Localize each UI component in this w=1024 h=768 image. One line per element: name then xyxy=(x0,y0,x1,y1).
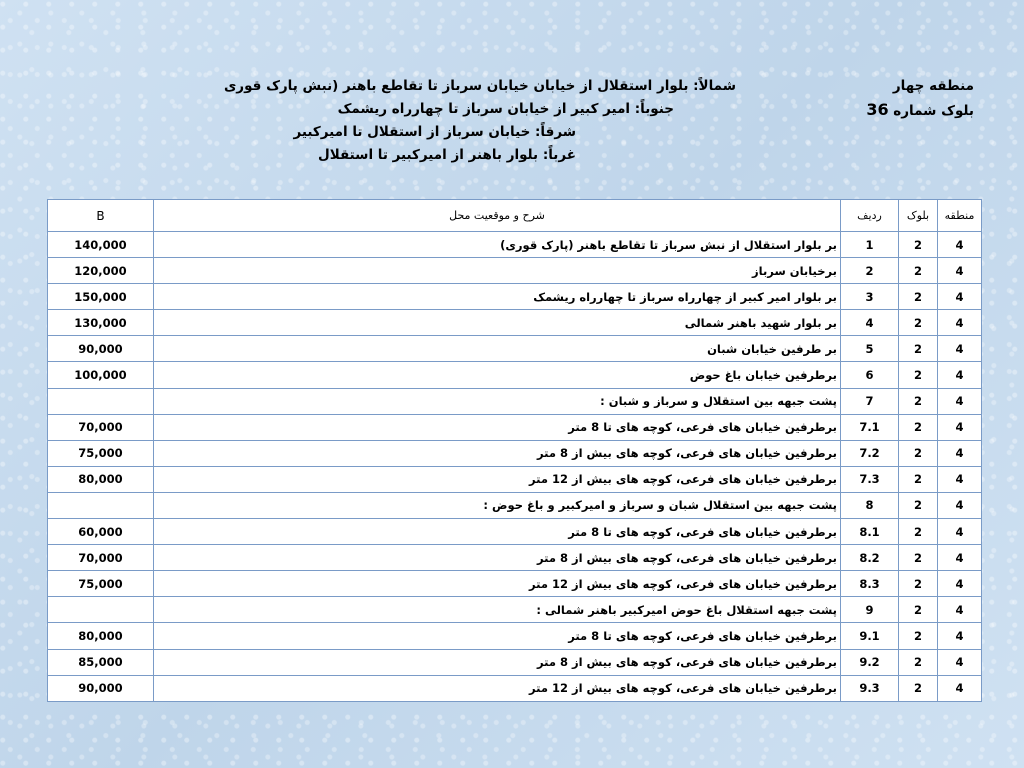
cell-block: 2 xyxy=(899,388,938,414)
table-row xyxy=(48,310,982,336)
cell-description: پشت جبهه استقلال باغ حوض امیرکبیر باهنر شمالی : xyxy=(154,597,841,623)
cell-radif: 7.3 xyxy=(841,466,899,492)
cell-radif: 7 xyxy=(841,388,899,414)
cell-description: برطرفین خیابان های فرعی، کوچه های بیش از 12 متر xyxy=(154,571,841,597)
cell-block: 2 xyxy=(899,597,938,623)
cell-radif: 6 xyxy=(841,362,899,388)
table-row xyxy=(48,675,982,701)
table-row xyxy=(48,597,982,623)
cell-zone: 4 xyxy=(938,623,982,649)
table-row xyxy=(48,440,982,466)
cell-description: پشت جبهه بین استقلال و سرباز و شبان : xyxy=(154,388,841,414)
cell-radif: 8.3 xyxy=(841,571,899,597)
cell-zone: 4 xyxy=(938,649,982,675)
cell-block: 2 xyxy=(899,519,938,545)
cell-description: پشت جبهه بین استقلال شبان و سرباز و امیرکبیر و باغ حوض : xyxy=(154,492,841,518)
cell-radif: 9.2 xyxy=(841,649,899,675)
cell-zone: 4 xyxy=(938,414,982,440)
cell-b: 120,000 xyxy=(48,258,154,284)
table-row xyxy=(48,623,982,649)
boundary-west: غرباً: بلوار باهنر از امیرکبیر تا استقلال xyxy=(317,147,576,163)
cell-description: برطرفین خیابان های فرعی، کوچه های تا 8 متر xyxy=(154,623,841,649)
zone-block-heading xyxy=(866,75,974,123)
cell-b xyxy=(48,597,154,623)
cell-block: 2 xyxy=(899,623,938,649)
table-row xyxy=(48,336,982,362)
cell-block: 2 xyxy=(899,492,938,518)
cell-zone: 4 xyxy=(938,336,982,362)
cell-radif: 4 xyxy=(841,310,899,336)
boundary-east: شرقاً: خیابان سرباز از استقلال تا امیرکبیر xyxy=(293,124,576,140)
cell-zone: 4 xyxy=(938,258,982,284)
cell-b: 80,000 xyxy=(48,466,154,492)
block-label: بلوک شماره xyxy=(893,103,974,119)
table-row xyxy=(48,545,982,571)
cell-zone: 4 xyxy=(938,466,982,492)
cell-radif: 9.3 xyxy=(841,675,899,701)
header-description: شرح و موقعیت محل xyxy=(154,200,841,232)
cell-zone: 4 xyxy=(938,440,982,466)
cell-b: 75,000 xyxy=(48,440,154,466)
valuation-table xyxy=(47,199,982,702)
cell-b xyxy=(48,388,154,414)
cell-zone: 4 xyxy=(938,388,982,414)
table-body xyxy=(48,232,982,702)
table-row xyxy=(48,388,982,414)
cell-description: برطرفین خیابان های فرعی، کوچه های بیش از 12 متر xyxy=(154,675,841,701)
cell-block: 2 xyxy=(899,414,938,440)
cell-zone: 4 xyxy=(938,571,982,597)
cell-description: برطرفین خیابان های فرعی، کوچه های بیش از 8 متر xyxy=(154,440,841,466)
cell-zone: 4 xyxy=(938,597,982,623)
cell-b: 90,000 xyxy=(48,675,154,701)
cell-description: بر طرفین خیابان شبان xyxy=(154,336,841,362)
cell-description: برطرفین خیابان های فرعی، کوچه های تا 8 متر xyxy=(154,519,841,545)
block-number-line xyxy=(866,98,974,123)
header-radif: ردیف xyxy=(841,200,899,232)
cell-radif: 3 xyxy=(841,284,899,310)
boundary-north: شمالاً: بلوار استقلال از خیابان خیابان سرباز تا تقاطع باهنر (نبش پارک قوری xyxy=(223,78,736,94)
cell-radif: 9.1 xyxy=(841,623,899,649)
cell-radif: 5 xyxy=(841,336,899,362)
cell-radif: 7.2 xyxy=(841,440,899,466)
cell-zone: 4 xyxy=(938,519,982,545)
cell-block: 2 xyxy=(899,310,938,336)
cell-description: بر بلوار شهید باهنر شمالی xyxy=(154,310,841,336)
cell-block: 2 xyxy=(899,545,938,571)
cell-description: برطرفین خیابان های فرعی، کوچه های بیش از 12 متر xyxy=(154,466,841,492)
table-row xyxy=(48,414,982,440)
cell-description: بر بلوار امیر کبیر از چهارراه سرباز تا چهارراه ریشمک xyxy=(154,284,841,310)
table-header-row xyxy=(48,200,982,232)
cell-radif: 8.2 xyxy=(841,545,899,571)
cell-b: 90,000 xyxy=(48,336,154,362)
cell-b: 85,000 xyxy=(48,649,154,675)
cell-radif: 9 xyxy=(841,597,899,623)
cell-b: 80,000 xyxy=(48,623,154,649)
cell-zone: 4 xyxy=(938,492,982,518)
cell-description: برطرفین خیابان های فرعی، کوچه های تا 8 متر xyxy=(154,414,841,440)
cell-block: 2 xyxy=(899,440,938,466)
cell-zone: 4 xyxy=(938,545,982,571)
boundary-south: جنوباً: امیر کبیر از خیابان سرباز تا چهارراه ریشمک xyxy=(337,101,674,117)
cell-description: برطرفین خیابان های فرعی، کوچه های بیش از 8 متر xyxy=(154,545,841,571)
cell-b: 140,000 xyxy=(48,232,154,258)
cell-radif: 8 xyxy=(841,492,899,518)
table-row xyxy=(48,232,982,258)
cell-description: بر بلوار استقلال از نبش سرباز تا تقاطع باهنر (پارک قوری) xyxy=(154,232,841,258)
table-row xyxy=(48,519,982,545)
cell-radif: 8.1 xyxy=(841,519,899,545)
table-row xyxy=(48,649,982,675)
cell-zone: 4 xyxy=(938,310,982,336)
cell-block: 2 xyxy=(899,284,938,310)
cell-b: 70,000 xyxy=(48,414,154,440)
table-row xyxy=(48,492,982,518)
cell-block: 2 xyxy=(899,232,938,258)
cell-zone: 4 xyxy=(938,675,982,701)
zone-title: منطقه چهار xyxy=(892,78,974,94)
table-row xyxy=(48,571,982,597)
header-b: B xyxy=(48,200,154,232)
cell-radif: 2 xyxy=(841,258,899,284)
cell-block: 2 xyxy=(899,362,938,388)
cell-description: برطرفین خیابان های فرعی، کوچه های بیش از 8 متر xyxy=(154,649,841,675)
cell-description: برطرفین خیابان باغ حوض xyxy=(154,362,841,388)
header-block: بلوک xyxy=(899,200,938,232)
boundaries xyxy=(224,75,736,167)
table-row xyxy=(48,466,982,492)
cell-b: 70,000 xyxy=(48,545,154,571)
cell-description: برخیابان سرباز xyxy=(154,258,841,284)
table-row xyxy=(48,284,982,310)
cell-zone: 4 xyxy=(938,232,982,258)
cell-block: 2 xyxy=(899,336,938,362)
cell-block: 2 xyxy=(899,675,938,701)
cell-zone: 4 xyxy=(938,362,982,388)
cell-block: 2 xyxy=(899,466,938,492)
cell-block: 2 xyxy=(899,571,938,597)
cell-b: 75,000 xyxy=(48,571,154,597)
cell-b: 60,000 xyxy=(48,519,154,545)
cell-b xyxy=(48,492,154,518)
table-row xyxy=(48,362,982,388)
cell-radif: 1 xyxy=(841,232,899,258)
table-row xyxy=(48,258,982,284)
cell-b: 150,000 xyxy=(48,284,154,310)
block-number: 36 xyxy=(866,100,889,119)
cell-b: 100,000 xyxy=(48,362,154,388)
cell-block: 2 xyxy=(899,649,938,675)
cell-zone: 4 xyxy=(938,284,982,310)
cell-b: 130,000 xyxy=(48,310,154,336)
cell-radif: 7.1 xyxy=(841,414,899,440)
cell-block: 2 xyxy=(899,258,938,284)
header-zone: منطقه xyxy=(938,200,982,232)
